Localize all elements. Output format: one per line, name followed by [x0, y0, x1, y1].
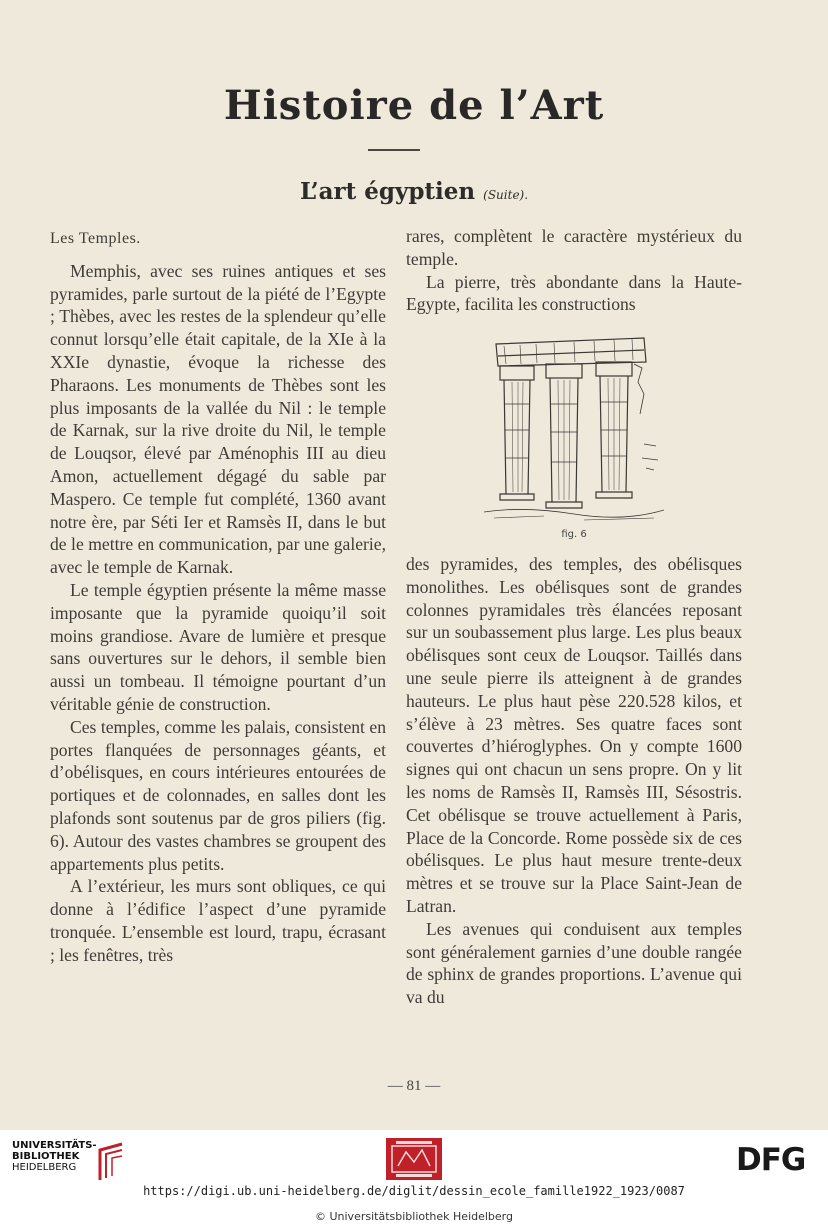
section-subtitle	[0, 178, 828, 205]
paragraph: rares, complètent le caractère mystérieux du temple.	[406, 226, 742, 269]
right-column	[406, 225, 742, 1009]
library-footer	[0, 1130, 828, 1232]
section-heading: Les Temples.	[50, 230, 141, 247]
subtitle-text: L’art égyptien	[299, 178, 476, 205]
temple-columns-illustration	[484, 334, 664, 522]
library-name-line: HEIDELBERG	[12, 1162, 77, 1173]
paragraph: Les avenues qui conduisent aux temples sont généralement garnies d’une double rangée de sphinx de grandes proportions. L’avenue qui va du	[406, 918, 742, 1008]
copyright-notice: © Universitätsbibliothek Heidelberg	[314, 1210, 513, 1223]
paragraph: des pyramides, des temples, des obélisques monolithes. Les obélisques sont de grandes colonnes pyramidales très élancées reposant sur un soubassement plus large. Les plus beaux obélisques sont ceux de Louqsor. Taillés dans une seule pierre ils atteignent à de grandes hauteurs. Le plus haut pèse 220.528 kilos, et s’élève à 23 mètres. Ses quatre faces sont couvertes d’hiéroglyphes. On y compte 1600 signes qui ont chacun un sens propre. On y lit les noms de Ramsès II, Ramsès III, Sésostris. Cet obélisque se trouve actuellement à Paris, Place de la Concorde. Rome possède six de ces obélisques. Le plus haut mesure trente-deux mètres et se trouve sur la Place Saint-Jean de Latran.	[406, 553, 742, 916]
page-number: — 81 —	[387, 1078, 441, 1094]
paragraph: Memphis, avec ses ruines antiques et ses pyramides, parle surtout de la piété de l’Egypte ; Thèbes, avec les restes de la splendeur qu’elle connut lorsqu’elle était capitale, de la XIe à la XXIe dynastie, évoque la richesse des Pharaons. Les monuments de Thèbes sont les plus imposants de la vallée du Nil : le temple de Karnak, sur la rive droite du Nil, le temple de Louqsor, élevé par Aménophis III au dieu Amon, actuellement dégagé du sable par Maspero. Ce temple fut complété, 1360 avant notre ère, par Séti Ier et Ramsès II, dans le but de le mettre en communication, par une galerie, avec le temple de Karnak.	[50, 260, 386, 578]
paragraph: Ces temples, comme les palais, consistent en portes flanquées de personnages géants, et d’obélisques, en cours intérieures entourées de portiques et de colonnades, en salles dont les plafonds sont soutenus par de gros piliers (fig. 6). Autour des vastes chambres se groupent des appartements plus petits.	[50, 716, 386, 874]
left-column	[50, 228, 386, 967]
paragraph: A l’extérieur, les murs sont obliques, ce qui donne à l’édifice l’aspect d’une pyramide tronquée. L’ensemble est lourd, trapu, écrasant ; les fenêtres, très	[50, 876, 386, 965]
library-mark-icon	[96, 1142, 126, 1182]
library-name-line: UNIVERSITÄTS-	[12, 1140, 97, 1151]
paragraph: Le temple égyptien présente la même masse imposante que la pyramide quoiqu’il soit moins grandiose. Avare de lumière et presque sans ouvertures sur le dehors, il semble bien aussi un tombeau. Il témoigne pourtant d’un véritable génie de construction.	[50, 579, 386, 714]
permalink-url[interactable]: https://digi.ub.uni-heidelberg.de/diglit/dessin_ecole_famille1922_1923/0087	[143, 1184, 685, 1198]
university-library-logo[interactable]	[12, 1140, 122, 1184]
library-name-line: BIBLIOTHEK	[12, 1151, 80, 1162]
title-divider	[368, 149, 420, 151]
dfg-logo[interactable]: DFG	[736, 1142, 806, 1178]
paragraph: La pierre, très abondante dans la Haute-Egypte, facilita les constructions	[406, 271, 742, 315]
subtitle-suite: (Suite).	[483, 188, 529, 202]
page-title: Histoire de l’Art	[223, 82, 605, 129]
epistemic-emblem-icon[interactable]	[386, 1138, 442, 1180]
figure-caption: fig. 6	[561, 529, 587, 541]
